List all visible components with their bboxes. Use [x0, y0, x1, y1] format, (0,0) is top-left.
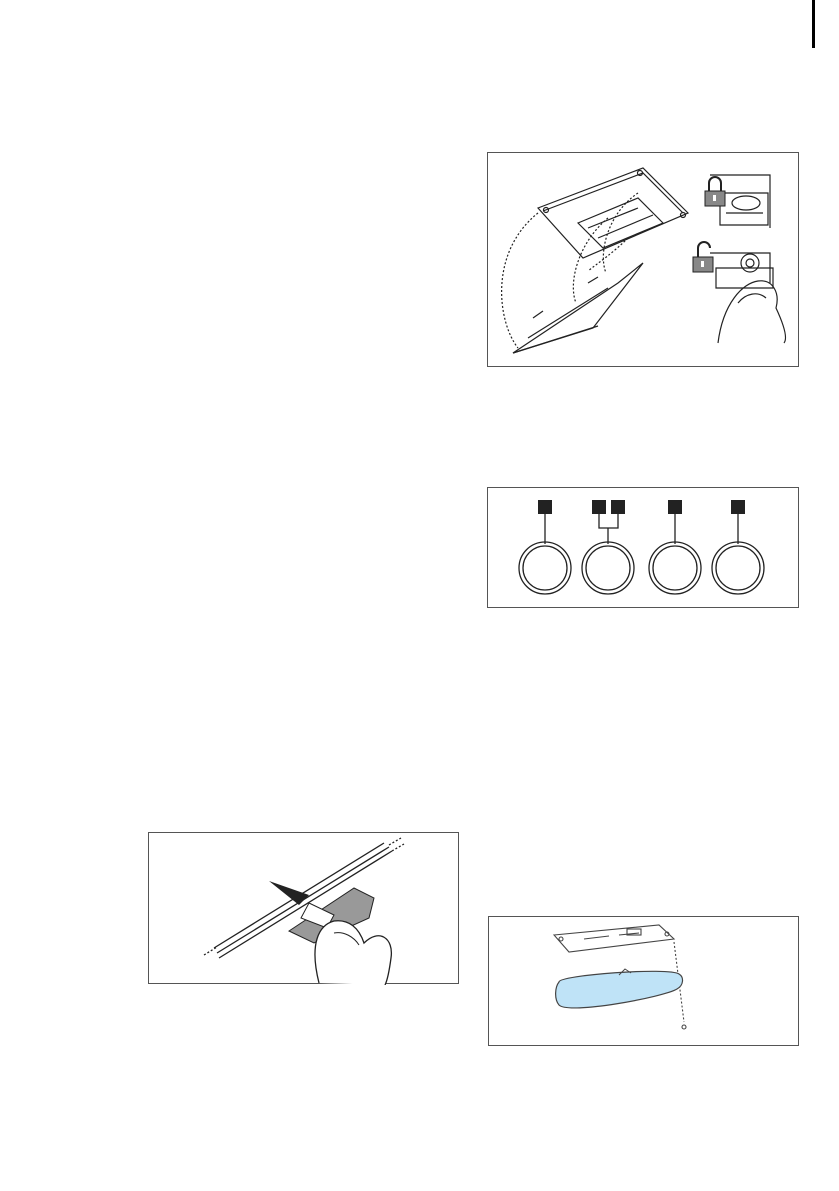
control-panel-figure [487, 487, 799, 608]
button-3 [649, 542, 701, 594]
control-panel-illustration [488, 488, 800, 609]
button-2 [582, 542, 634, 594]
button-1 [519, 542, 571, 594]
page-edge-marker [812, 0, 815, 48]
marker-3 [611, 500, 625, 514]
marker-5 [731, 500, 745, 514]
grease-filter [513, 263, 643, 353]
cover-removal-illustration [149, 833, 460, 985]
grease-filter-figure [487, 152, 799, 367]
marker-4 [668, 500, 682, 514]
hand-icon [718, 281, 785, 343]
lamp-cover [556, 971, 683, 1008]
lamp-cover-illustration [489, 917, 800, 1047]
lock-closed-icon [705, 177, 725, 206]
cover-removal-figure [148, 832, 459, 984]
grease-filter-illustration [488, 153, 800, 368]
hand-icon [315, 921, 391, 985]
button-4 [712, 542, 764, 594]
marker-2 [592, 500, 606, 514]
hood-housing [538, 168, 688, 258]
lamp-cover-figure [488, 916, 799, 1046]
lamp-housing [554, 925, 674, 952]
marker-1 [538, 500, 552, 514]
lock-open-icon [693, 242, 713, 272]
